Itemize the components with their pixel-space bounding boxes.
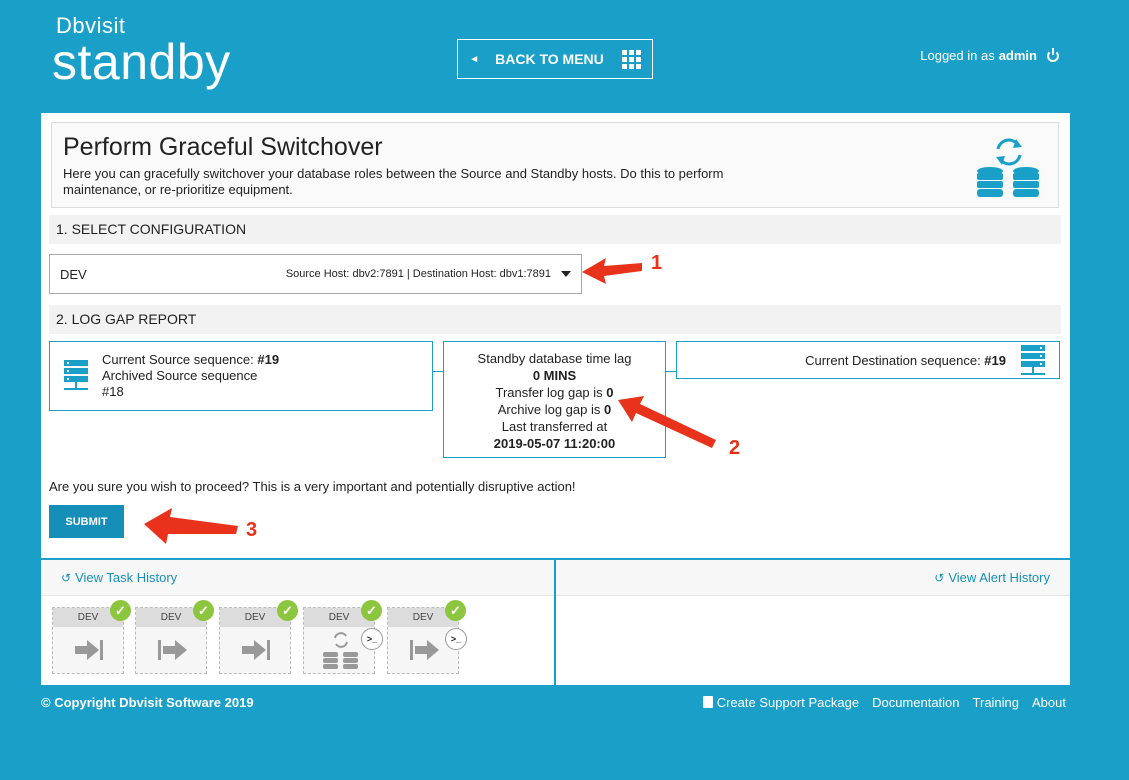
alert-history-label: View Alert History xyxy=(948,570,1050,585)
task-history-label: View Task History xyxy=(75,570,178,585)
config-hosts: Source Host: dbv2:7891 | Destination Host: dbv1:7891 xyxy=(285,268,551,280)
selected-config: DEV xyxy=(60,266,87,282)
log-gap-report-heading: 2. LOG GAP REPORT xyxy=(49,305,1061,334)
annotation-arrow-2 xyxy=(618,396,716,448)
task-label: DEV xyxy=(136,608,206,627)
documentation-link[interactable]: Documentation xyxy=(872,695,960,710)
archived-label: Archived Source sequence xyxy=(102,368,258,383)
transfer-gap-value: 0 xyxy=(606,385,614,400)
source-seq-label: Current Source sequence: xyxy=(102,352,258,367)
time-lag-label: Standby database time lag xyxy=(477,351,632,366)
about-link[interactable]: About xyxy=(1032,695,1066,710)
check-icon: ✓ xyxy=(445,600,466,621)
annotation-label-2: 2 xyxy=(729,437,741,459)
brand-small: Dbvisit xyxy=(56,13,126,38)
check-icon: ✓ xyxy=(361,600,382,621)
back-triangle-icon: ◄ xyxy=(469,53,480,65)
task-label: DEV xyxy=(388,608,458,627)
last-transferred-value: 2019-05-07 11:20:00 xyxy=(493,436,616,451)
select-configuration-heading: 1. SELECT CONFIGURATION xyxy=(49,215,1061,244)
transfer-gap-label: Transfer log gap is xyxy=(495,385,607,400)
back-to-menu-label: BACK TO MENU xyxy=(495,51,604,67)
annotation-arrow-1 xyxy=(582,258,642,284)
annotation-arrow-3 xyxy=(144,508,238,544)
terminal-icon: >_ xyxy=(361,628,383,650)
check-icon: ✓ xyxy=(277,600,298,621)
terminal-icon: >_ xyxy=(445,628,467,650)
check-icon: ✓ xyxy=(110,600,131,621)
archive-gap-value: 0 xyxy=(604,402,612,417)
dest-seq-value: #19 xyxy=(984,353,1006,368)
source-seq-value: #19 xyxy=(257,352,280,367)
brand-big: standby xyxy=(52,34,231,90)
page-description: Here you can gracefully switchover your database roles between the Source and Standby hosts. Do this to perform maintenance, or re-prioritize equipment. xyxy=(63,166,724,197)
task-label: DEV xyxy=(53,608,123,627)
last-transferred-label: Last transferred at xyxy=(501,419,608,434)
username: admin xyxy=(998,48,1037,63)
time-lag-value: 0 MINS xyxy=(532,368,577,383)
annotation-label-1: 1 xyxy=(651,252,663,274)
dest-seq-label: Current Destination sequence: xyxy=(805,353,985,368)
training-link[interactable]: Training xyxy=(972,695,1020,710)
archive-gap-label: Archive log gap is xyxy=(497,402,604,417)
archived-value: #18 xyxy=(102,384,124,399)
create-support-package-label: Create Support Package xyxy=(716,695,860,710)
confirm-message: Are you sure you wish to proceed? This is a very important and potentially disruptive action! xyxy=(49,479,576,494)
check-icon: ✓ xyxy=(193,600,214,621)
copyright-text: © Copyright Dbvisit Software 2019 xyxy=(41,695,254,710)
page-title: Perform Graceful Switchover xyxy=(63,133,383,161)
task-label: DEV xyxy=(304,608,374,627)
submit-button[interactable]: SUBMIT xyxy=(49,505,124,538)
history-icon: ↺ xyxy=(61,570,72,585)
history-icon: ↺ xyxy=(934,570,945,585)
logged-in-prefix: Logged in as xyxy=(920,48,995,63)
annotation-label-3: 3 xyxy=(246,519,258,541)
task-label: DEV xyxy=(220,608,290,627)
